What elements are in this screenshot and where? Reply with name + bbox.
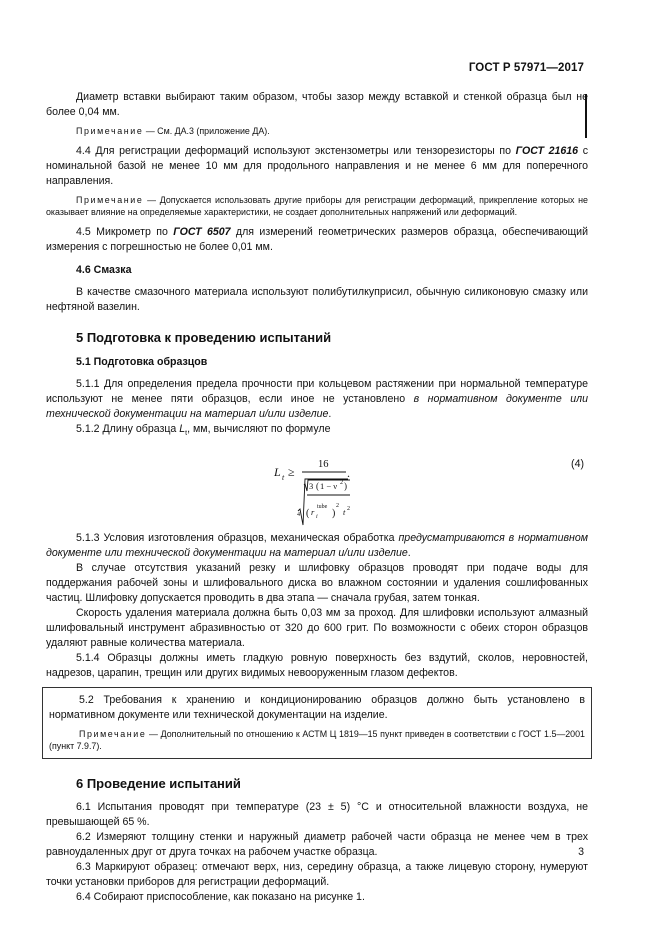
section-heading-5: 5 Подготовка к проведению испытаний <box>76 330 332 345</box>
text-run: . <box>328 408 332 420</box>
paragraph-6-1: 6.1 Испытания проводят при температуре (23 ± 5) °С и относительной влажности воздуха, не превышающей 65 %. <box>46 801 588 829</box>
standard-reference: ГОСТ 6507 <box>173 226 231 238</box>
note-text: — Дополнительный по отношению к АСТМ Ц 1819—15 пункт приведен в соответствии с ГОСТ 1.5—2001 (пункт 7.9.7). <box>49 729 585 752</box>
note-2 <box>46 194 588 218</box>
formula-graphic <box>46 443 588 531</box>
formula-paren-close: ) <box>344 481 347 492</box>
clause-5-2-box <box>42 687 592 759</box>
text-run: 5.1.1 Для определения предела прочности при кольцевом растяжении при нормальной температуре используют не менее пяти образцов, если иное не установлено <box>46 378 588 405</box>
formula-lhs: L <box>274 465 281 480</box>
formula-r-subscript: i <box>316 514 318 521</box>
formula-t-exponent: 2 <box>347 506 350 513</box>
note-label: Примечание <box>79 729 147 740</box>
paragraph-5-1-3-b: В случае отсутствия указаний резку и шлифовку образцов проводят при подаче воды для поддержания рабочей зоны и шлифовального диска во влажном состоянии и удаления сошлифованных частиц. Шлифовку допускается проводить в два этапа — сначала грубая, затем тонкая. <box>46 562 588 605</box>
variable-subscript: t <box>185 430 188 438</box>
paragraph-insert: Диаметр вставки выбирают таким образом, чтобы зазор между вставкой и стенкой образца был не более 0,04 мм. <box>46 91 588 118</box>
note-text: — См. ДА.3 (приложение ДА). <box>143 126 270 136</box>
formula-t: t <box>343 507 346 518</box>
text-run: . <box>407 547 411 560</box>
formula-period: . <box>347 466 350 481</box>
formula-three: 3 <box>309 481 314 492</box>
paragraph-4-4 <box>46 144 588 189</box>
note-3 <box>49 728 585 752</box>
formula-4 <box>46 443 588 531</box>
section-heading-6: 6 Проведение испытаний <box>76 776 241 792</box>
text-run: 5.1.3 Условия изготовления образцов, механическая обработка <box>76 532 399 545</box>
paragraph-5-1-4: 5.1.4 Образцы должны иметь гладкую ровную поверхность без вздутий, сколов, неровностей, надрезов, царапин, трещин или других видимых невооруженным глазом дефектов. <box>46 652 588 680</box>
formula-number: (4) <box>571 458 584 471</box>
formula-paren-open: ( <box>316 481 319 492</box>
italic-text: предусматриваются в нормативном документе или технической документации на материал и/или изделие <box>46 532 588 560</box>
paragraph-5-2: 5.2 Требования к хранению и кондиционированию образцов должно быть установлено в нормативном документе или технической документации на изделие. <box>49 694 585 722</box>
formula-root-index: 4 <box>297 512 300 519</box>
standard-reference: ГОСТ 21616 <box>515 145 579 157</box>
italic-text: в нормативном документе или технической документации на материал и/или изделие <box>46 393 588 420</box>
document-code-header: ГОСТ Р 57971—2017 <box>468 62 584 74</box>
variable: L <box>179 423 186 435</box>
formula-outer-paren-open: ( <box>306 508 310 520</box>
note-1 <box>46 125 588 137</box>
paragraph-5-1-3 <box>46 531 588 561</box>
note-label: Примечание <box>76 126 144 136</box>
paragraph-4-6: В качестве смазочного материала используют полибутилкуприсил, обычную силиконовую смазку или нефтяной вазелин. <box>46 286 588 313</box>
formula-lhs-subscript: t <box>282 473 285 483</box>
paragraph-6-4: 6.4 Собирают приспособление, как показано на рисунке 1. <box>76 891 365 904</box>
formula-r: r <box>311 507 315 518</box>
page-number: 3 <box>578 846 584 858</box>
paragraph-6-3: 6.3 Маркируют образец: отмечают верх, низ, середину образца, а также лицевую сторону, нумеруют точки установки приборов для регистрации деформаций. <box>46 861 588 889</box>
note-text: — Допускается использовать другие приборы для регистрации деформаций, прикрепление которых не оказывает влияние на определяемые характеристики, не создает дополнительных напряжений или деформаций. <box>46 195 588 217</box>
note-label: Примечание <box>76 195 144 205</box>
text-run: с номинальной базой не менее 10 мм для продольного направления и не менее 6 мм для поперечного направления. <box>46 145 588 187</box>
text-run: 4.4 Для регистрации деформаций используют экстензометры или тензорезисторы по <box>76 145 516 157</box>
formula-outer-paren-close: ) <box>332 508 336 520</box>
text-run: , мм, вычисляют по формуле <box>187 423 331 435</box>
paragraph-5-1-2 <box>46 422 588 441</box>
paragraph-6-2: 6.2 Измеряют толщину стенки и наружный диаметр рабочей части образца не менее чем в трех равноудаленных друг от друга точках на рабочем участке образца. <box>46 831 588 859</box>
heading-5-1: 5.1 Подготовка образцов <box>76 356 208 368</box>
text-run: 4.5 Микрометр по <box>76 226 174 238</box>
text-run: 5.1.2 Длину образца <box>76 423 180 435</box>
text-run: для измерений геометрических размеров образца, обеспечивающий измерения с погрешностью не более 0,01 мм. <box>46 226 588 253</box>
formula-numerator: 16 <box>318 459 329 471</box>
formula-r-superscript: tube <box>317 504 328 511</box>
paragraph-5-1-1 <box>46 377 588 422</box>
formula-r-exponent: 2 <box>336 503 339 510</box>
formula-ge: ≥ <box>288 465 295 480</box>
page-content <box>46 90 588 905</box>
heading-4-6: 4.6 Смазка <box>76 264 132 276</box>
formula-one-minus-nu: 1 − ν <box>320 481 338 492</box>
formula-nu-exponent: 2 <box>340 480 343 487</box>
paragraph-5-1-3-c: Скорость удаления материала должна быть 0,03 мм за проход. Для шлифовки используют алмазный шлифовальный инструмент абразивностью от 320 до 600 грит. По возможности с обеих сторон образцов удаляют равные количества материала. <box>46 607 588 650</box>
paragraph-4-5 <box>46 225 588 255</box>
